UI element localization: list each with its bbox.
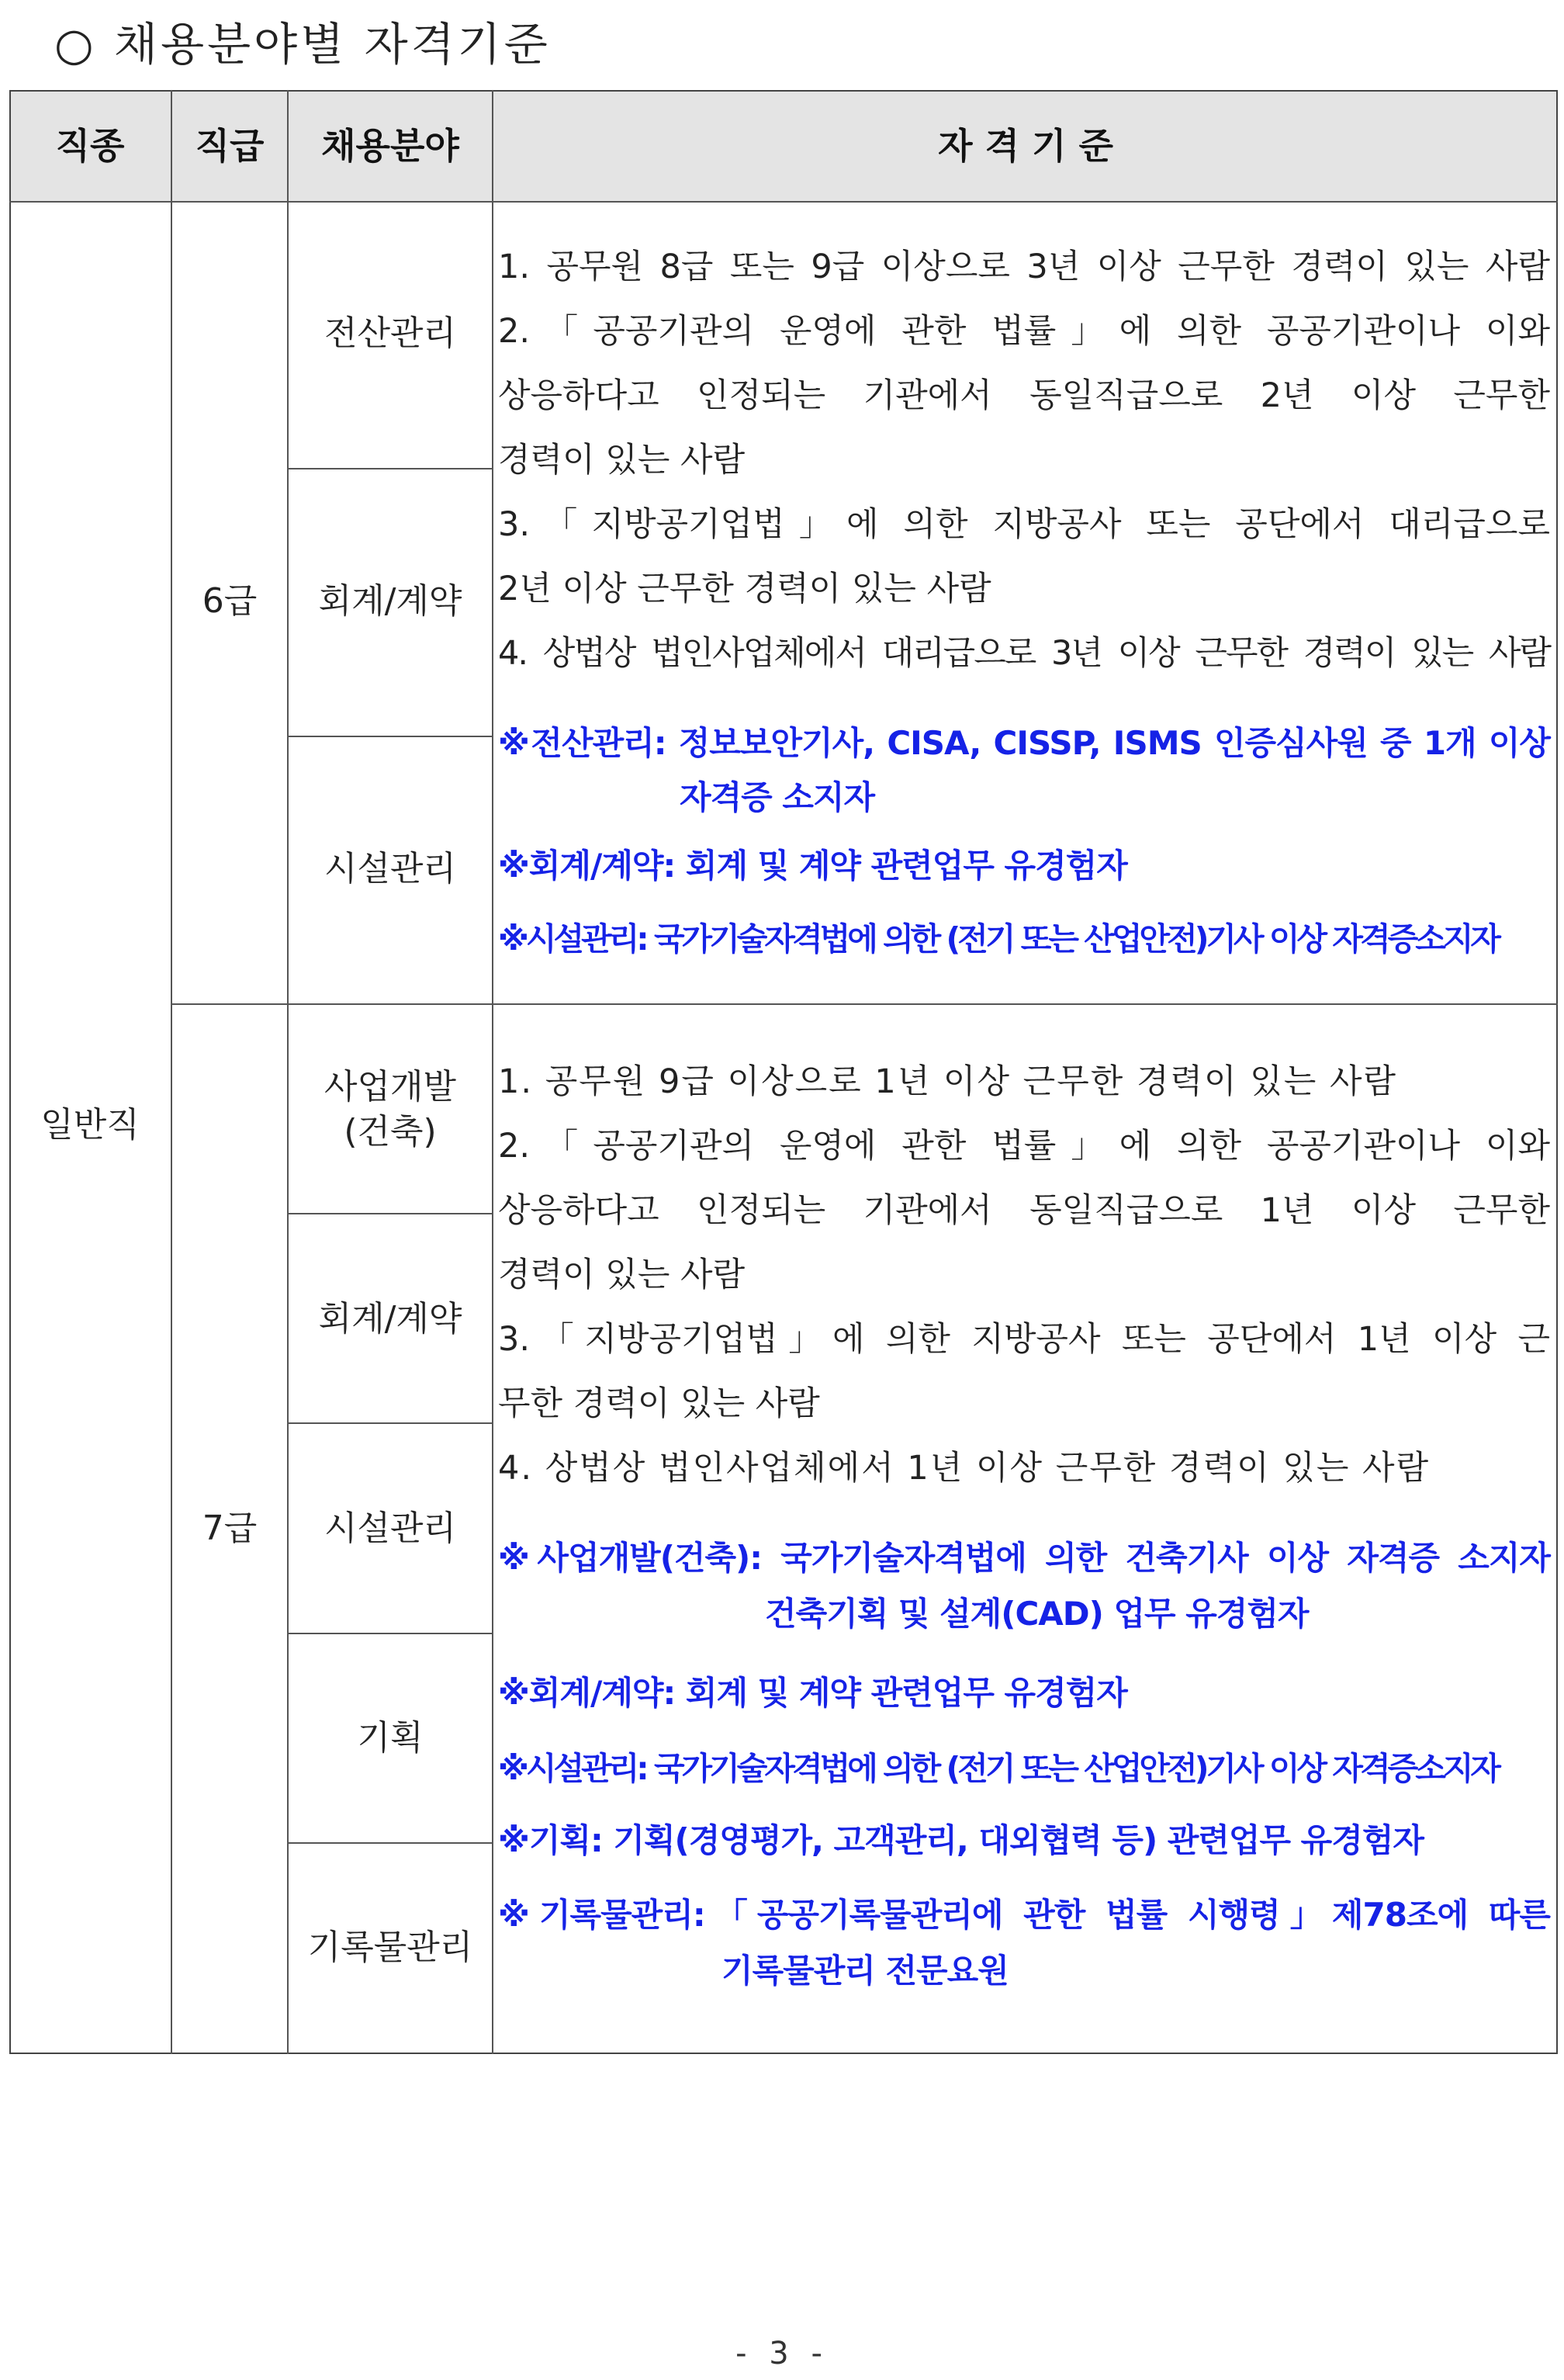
field-cell: 기획 bbox=[357, 1718, 424, 1758]
field-divider-6-1 bbox=[287, 468, 492, 469]
field-divider-7-2 bbox=[287, 1422, 492, 1424]
field-divider-7-4 bbox=[287, 1842, 492, 1844]
note-line: 건축기획 및 설계(CAD) 업무 유경험자 bbox=[765, 1595, 1309, 1633]
field-cell: 시설관리 bbox=[324, 1509, 456, 1548]
criteria-line: 4. 상법상 법인사업체에서 대리급으로 3년 이상 근무한 경력이 있는 사람 bbox=[498, 634, 1550, 673]
col-divider-3 bbox=[492, 90, 493, 2054]
field-cell: 회계/계약 bbox=[318, 581, 462, 621]
header-grade: 직급 bbox=[195, 125, 265, 167]
field-cell: 회계/계약 bbox=[318, 1299, 462, 1339]
note-line: ※회계/계약: 회계 및 계약 관련업무 유경험자 bbox=[498, 847, 1127, 885]
criteria-line: 3.「지방공기업법」에 의한 지방공사 또는 공단에서 대리급으로 bbox=[498, 505, 1550, 544]
job-type-cell: 일반직 bbox=[40, 1105, 140, 1145]
note-line: ※기록물관리:「공공기록물관리에 관한 법률 시행령」제78조에 따른 bbox=[498, 1896, 1550, 1934]
criteria-line: 2.「공공기관의 운영에 관한 법률」에 의한 공공기관이나 이와 bbox=[498, 312, 1550, 351]
field-divider-7-1 bbox=[287, 1213, 492, 1214]
col-divider-1 bbox=[171, 90, 172, 2054]
criteria-line: 4. 상법상 법인사업체에서 1년 이상 근무한 경력이 있는 사람 bbox=[498, 1449, 1431, 1488]
page-number: - 3 - bbox=[735, 2336, 829, 2371]
section-title: ○ 채용분야별 자격기준 bbox=[54, 18, 551, 71]
field-cell: 전산관리 bbox=[324, 314, 456, 353]
criteria-line: 상응하다고 인정되는 기관에서 동일직급으로 2년 이상 근무한 bbox=[498, 376, 1550, 415]
field-cell: 기록물관리 bbox=[307, 1928, 473, 1967]
criteria-line: 2년 이상 근무한 경력이 있는 사람 bbox=[498, 570, 991, 608]
field-divider-6-2 bbox=[287, 736, 492, 737]
criteria-line: 1. 공무원 9급 이상으로 1년 이상 근무한 경력이 있는 사람 bbox=[498, 1062, 1398, 1101]
field-cell: 사업개발 (건축) bbox=[324, 1067, 456, 1152]
grade-divider bbox=[171, 1003, 1558, 1005]
note-line: ※기획: 기획(경영평가, 고객관리, 대외협력 등) 관련업무 유경험자 bbox=[498, 1821, 1424, 1859]
criteria-line: 상응하다고 인정되는 기관에서 동일직급으로 1년 이상 근무한 bbox=[498, 1191, 1550, 1230]
criteria-line: 경력이 있는 사람 bbox=[498, 1256, 746, 1294]
header-field: 채용분야 bbox=[321, 125, 459, 167]
criteria-line: 2.「공공기관의 운영에 관한 법률」에 의한 공공기관이나 이와 bbox=[498, 1127, 1550, 1166]
criteria-line: 무한 경력이 있는 사람 bbox=[498, 1384, 820, 1423]
note-line: ※사업개발(건축): 국가기술자격법에 의한 건축기사 이상 자격증 소지자 bbox=[498, 1539, 1550, 1577]
note-line: ※시설관리: 국가기술자격법에 의한 (전기 또는 산업안전)기사 이상 자격증소지자 bbox=[498, 1750, 1499, 1787]
note-line: 자격증 소지자 bbox=[680, 778, 875, 816]
field-divider-7-3 bbox=[287, 1633, 492, 1634]
header-criteria: 자 격 기 준 bbox=[938, 125, 1113, 167]
grade-6-cell: 6급 bbox=[202, 581, 258, 621]
note-line: ※회계/계약: 회계 및 계약 관련업무 유경험자 bbox=[498, 1674, 1127, 1712]
criteria-line: 경력이 있는 사람 bbox=[498, 441, 746, 480]
grade-7-cell: 7급 bbox=[202, 1509, 258, 1548]
header-job-type: 직종 bbox=[55, 125, 125, 167]
field-cell: 시설관리 bbox=[324, 849, 456, 889]
note-line: 기록물관리 전문요원 bbox=[721, 1952, 1009, 1990]
criteria-line: 3.「지방공기업법」에 의한 지방공사 또는 공단에서 1년 이상 근 bbox=[498, 1320, 1550, 1359]
note-line: ※전산관리: 정보보안기사, CISA, CISSP, ISMS 인증심사원 중 1개 이상 bbox=[498, 724, 1550, 762]
criteria-line: 1. 공무원 8급 또는 9급 이상으로 3년 이상 근무한 경력이 있는 사람 bbox=[498, 248, 1550, 286]
note-line: ※시설관리: 국가기술자격법에 의한 (전기 또는 산업안전)기사 이상 자격증소지자 bbox=[498, 920, 1499, 958]
